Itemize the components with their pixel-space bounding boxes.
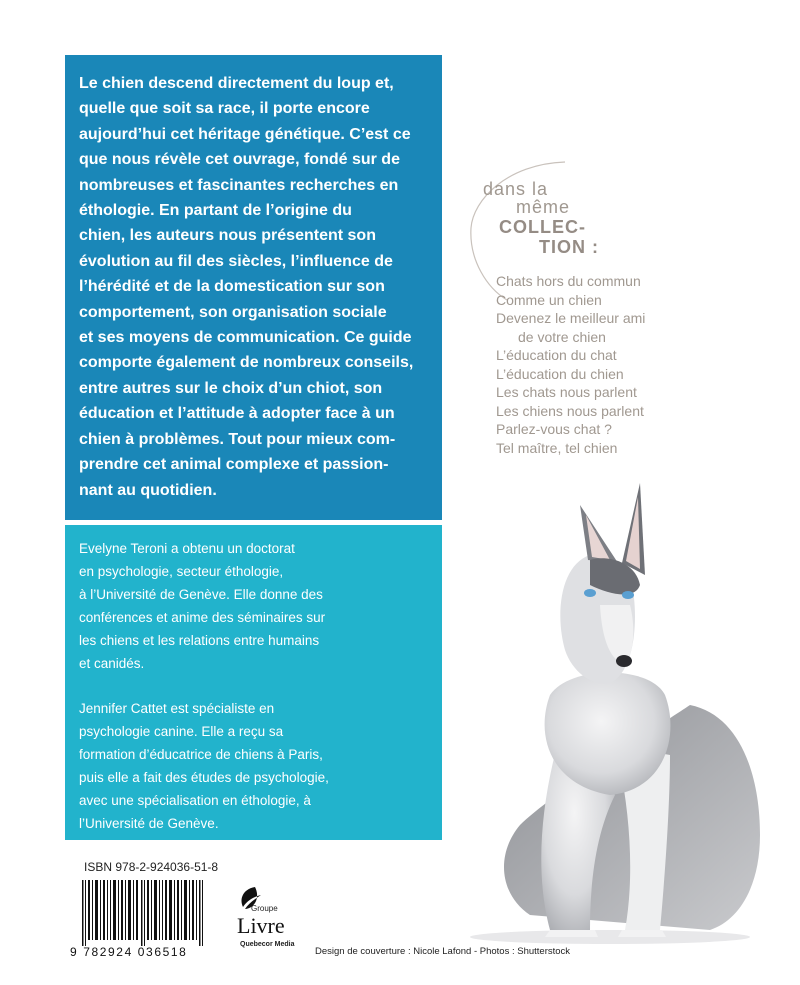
- collection-section: [447, 160, 777, 460]
- collection-title: L’éducation du chien: [496, 365, 624, 382]
- description-line: et ses moyens de communication. Ce guide: [79, 329, 412, 347]
- bio-line: l’Université de Genève.: [79, 816, 219, 831]
- bio-line: Jennifer Cattet est spécialiste en: [79, 701, 275, 716]
- barcode-digits: 9 782924 036518: [70, 945, 188, 959]
- description-line: éducation et l’attitude à adopter face à un: [79, 405, 395, 423]
- collection-heading-line: TION :: [539, 237, 599, 257]
- bio-line: et canidés.: [79, 656, 145, 671]
- description-box: [65, 55, 442, 520]
- bio-line: psychologie canine. Elle a reçu sa: [79, 724, 284, 739]
- publisher-logo: [233, 885, 303, 965]
- collection-title-list: [496, 272, 645, 457]
- collection-title: Devenez le meilleur ami: [496, 310, 646, 326]
- collection-heading-line: même: [516, 197, 571, 217]
- description-line: quelle que soit sa race, il porte encore: [79, 100, 370, 118]
- description-line: comporte également de nombreux conseils,: [79, 354, 414, 372]
- description-line: aujourd’hui cet héritage génétique. C’est ce: [79, 125, 411, 143]
- collection-heading-line: COLLEC-: [499, 217, 586, 237]
- bio-line: à l’Université de Genève. Elle donne des: [79, 587, 323, 602]
- collection-heading-line: dans la: [483, 179, 549, 199]
- collection-title: Tel maître, tel chien: [496, 439, 618, 456]
- cover-credits: Design de couverture : Nicole Lafond - Photos : Shutterstock: [315, 946, 571, 957]
- collection-title: Parlez-vous chat ?: [496, 421, 612, 437]
- barcode: [68, 878, 233, 960]
- description-line: nant au quotidien.: [79, 481, 217, 499]
- collection-title: Chats hors du commun: [496, 273, 641, 289]
- bio-line: avec une spécialisation en éthologie, à: [79, 793, 311, 808]
- publisher-media: Quebecor Media: [240, 941, 295, 948]
- description-line: Le chien descend directement du loup et,: [79, 75, 394, 92]
- description-line: prendre cet animal complexe et passion-: [79, 456, 389, 474]
- description-line: éthologie. En partant de l’origine du: [79, 202, 352, 220]
- description-line: l’hérédité et de la domestication sur son: [79, 278, 385, 296]
- publisher-groupe: Groupe: [251, 904, 278, 913]
- bio-line: en psychologie, secteur éthologie,: [79, 564, 284, 579]
- description-line: évolution au fil des siècles, l’influence de: [79, 252, 393, 270]
- bio-line: les chiens et les relations entre humains: [79, 633, 320, 648]
- bio-line: puis elle a fait des études de psychologie,: [79, 770, 329, 785]
- description-line: chien à problèmes. Tout pour mieux com-: [79, 430, 396, 448]
- collection-title: Comme un chien: [496, 291, 602, 308]
- description-line: entre autres sur le choix d’un chiot, son: [79, 379, 383, 397]
- description-line: comportement, son organisation sociale: [79, 303, 387, 321]
- description-line: que nous révèle cet ouvrage, fondé sur de: [79, 151, 400, 169]
- husky-dog-photo: [440, 475, 780, 945]
- authors-box: [65, 525, 442, 840]
- bio-line: formation d’éducatrice de chiens à Paris,: [79, 747, 323, 762]
- collection-title: L’éducation du chat: [496, 347, 617, 363]
- collection-title: Les chiens nous parlent: [496, 402, 644, 419]
- description-line: chien, les auteurs nous présentent son: [79, 227, 376, 245]
- bio-line: conférences et anime des séminaires sur: [79, 610, 326, 625]
- publisher-livre: Livre: [237, 913, 285, 938]
- bio-line: Evelyne Teroni a obtenu un doctorat: [79, 541, 295, 556]
- author-bio-cattet: [79, 697, 430, 835]
- author-bio-teroni: [79, 537, 430, 675]
- collection-title: Les chats nous parlent: [496, 384, 637, 400]
- description-line: nombreuses et fascinantes recherches en: [79, 176, 399, 194]
- isbn-number: ISBN 978-2-924036-51-8: [84, 860, 219, 874]
- collection-title: de votre chien: [518, 328, 606, 345]
